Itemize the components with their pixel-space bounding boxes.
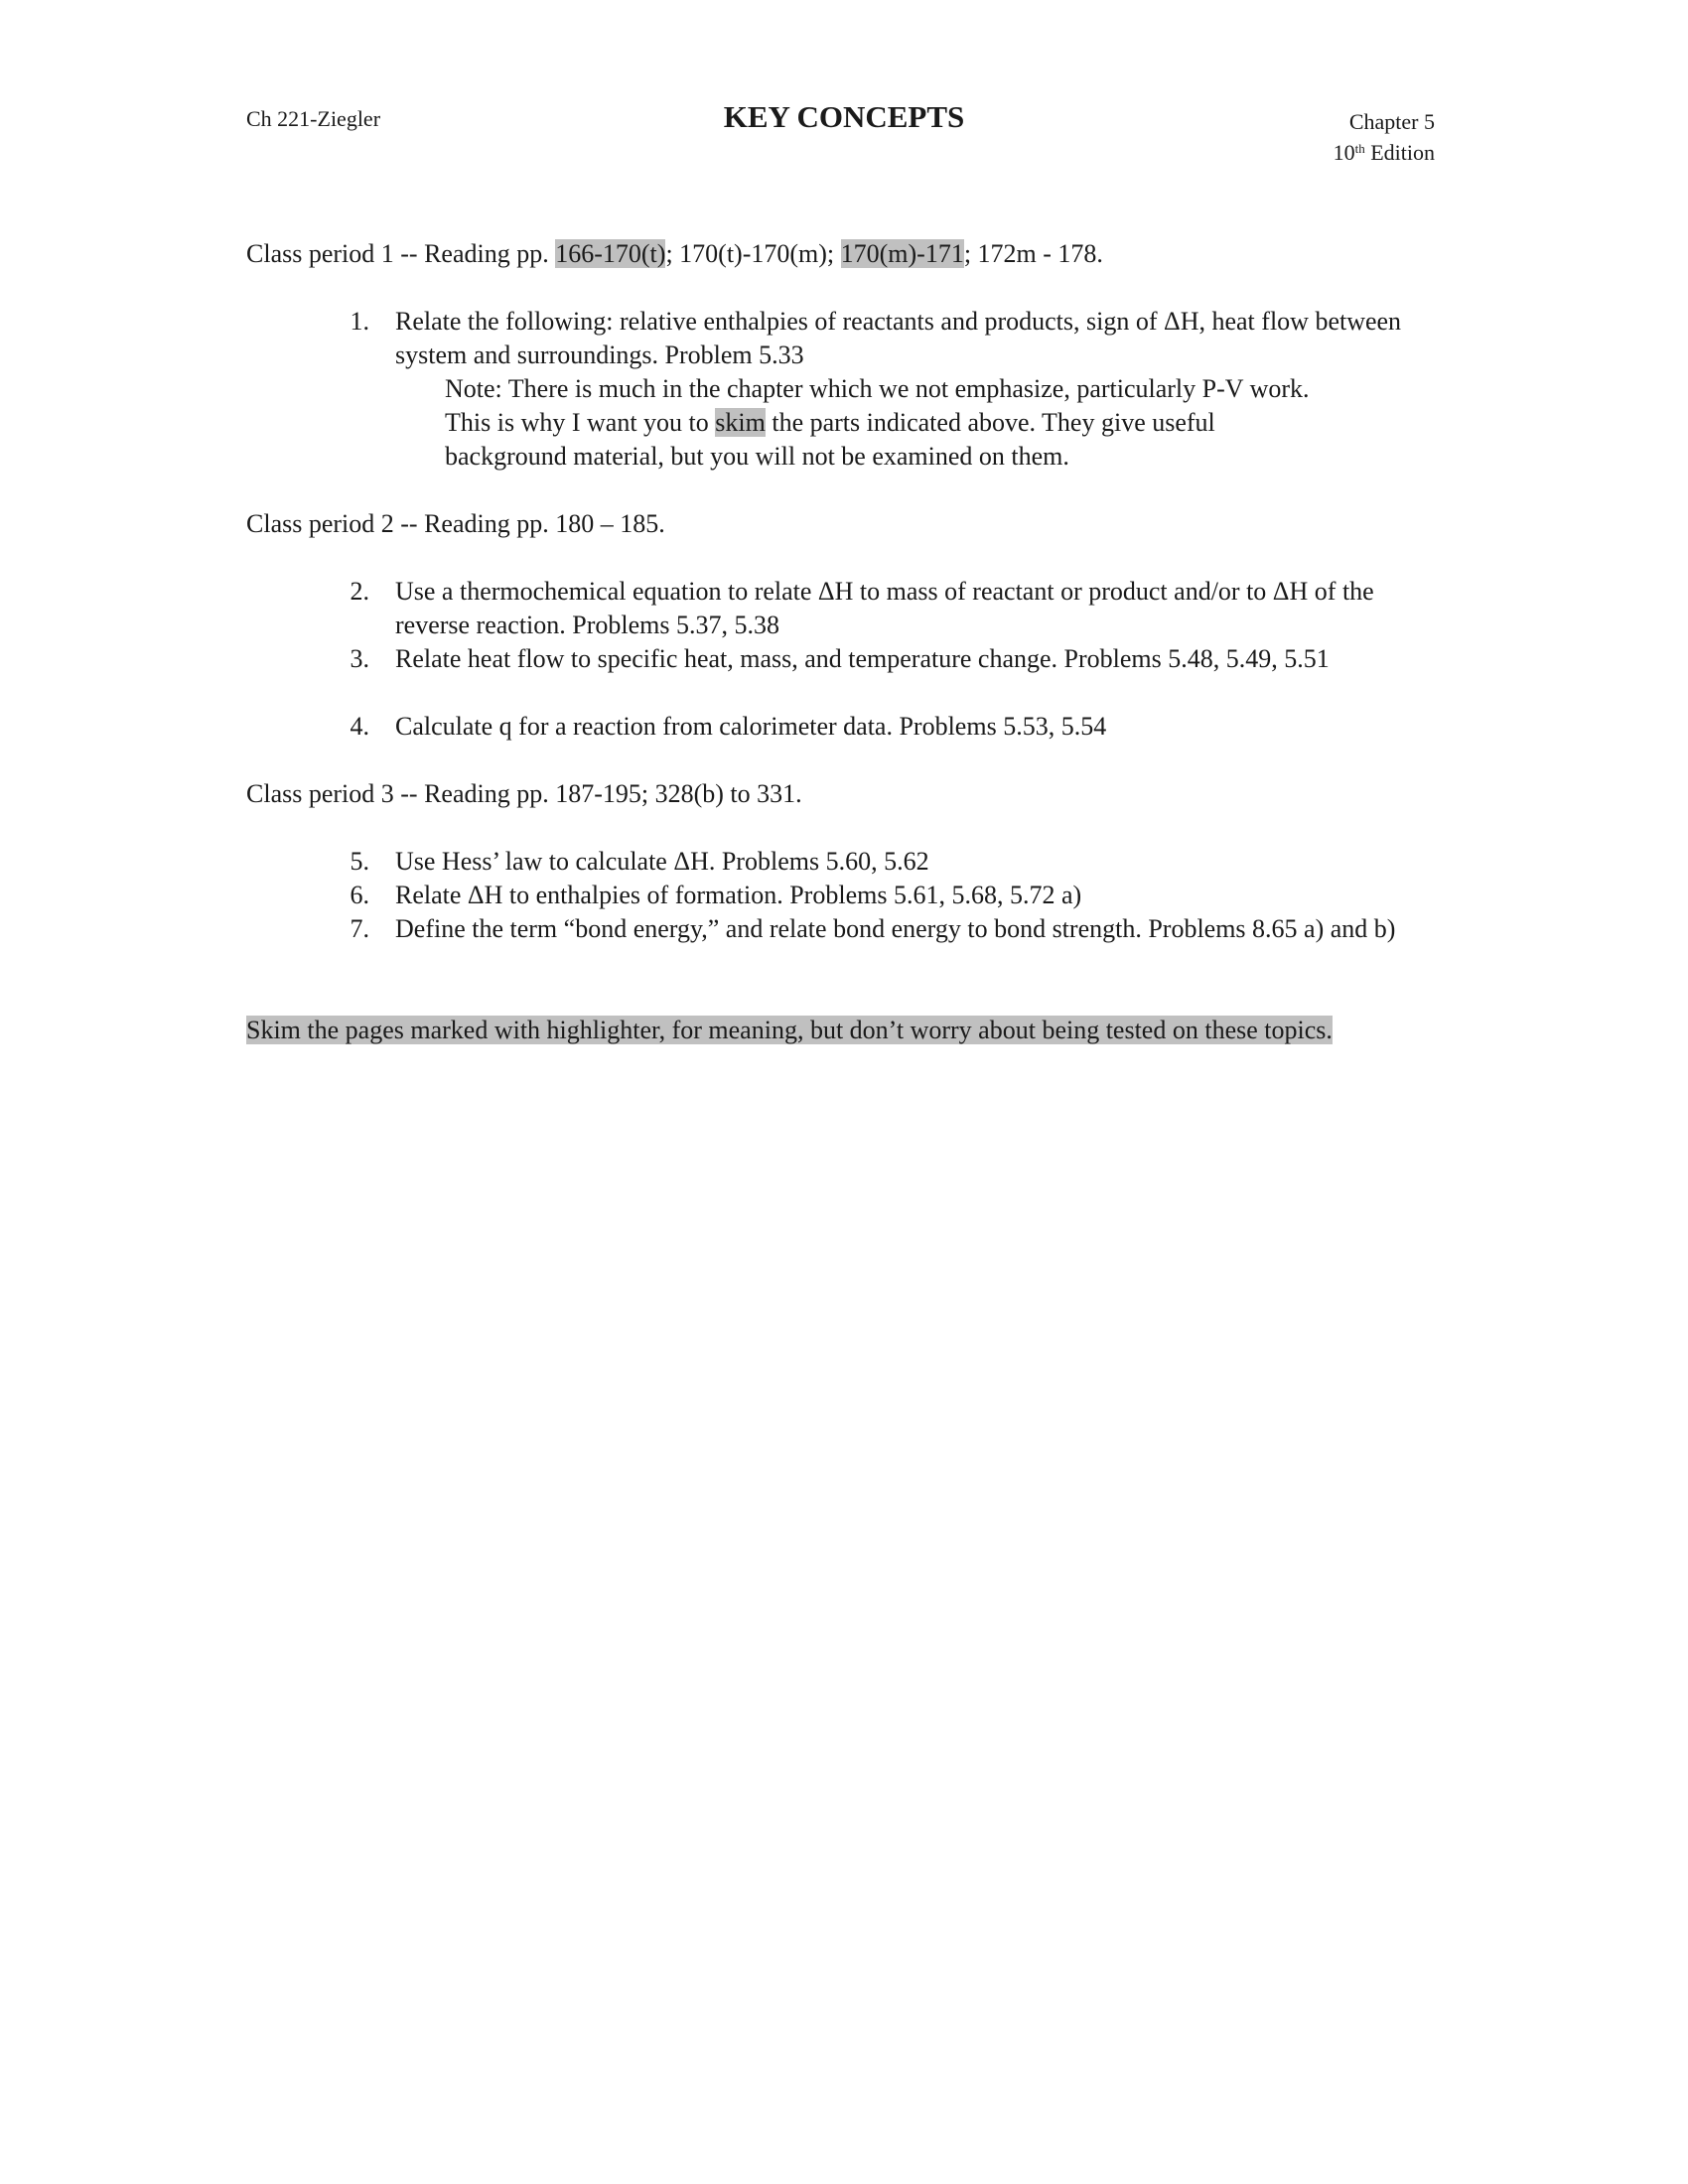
edition-ordinal: th bbox=[1354, 141, 1365, 156]
item-5-number: 5. bbox=[350, 847, 369, 876]
note-line-2-pre: This is why I want you to bbox=[445, 408, 716, 437]
class-period-1 bbox=[246, 237, 1103, 271]
period1-prefix: Class period 1 -- Reading pp. bbox=[246, 239, 556, 268]
class-period-3: Class period 3 -- Reading pp. 187-195; 328(b) to 331. bbox=[246, 779, 802, 808]
item-2-number: 2. bbox=[350, 577, 369, 606]
period1-mid: ; 170(t)-170(m); bbox=[665, 239, 841, 268]
edition-word: Edition bbox=[1364, 140, 1435, 165]
item-7-number: 7. bbox=[350, 914, 369, 943]
item-6-text: Relate ΔH to enthalpies of formation. Problems 5.61, 5.68, 5.72 a) bbox=[395, 881, 1082, 909]
item-7-text: Define the term “bond energy,” and relate bond energy to bond strength. Problems 8.65 a) and b) bbox=[395, 914, 1396, 943]
edition-label bbox=[1334, 137, 1435, 168]
page-title: KEY CONCEPTS bbox=[723, 99, 965, 134]
course-label: Ch 221-Ziegler bbox=[246, 106, 381, 131]
edition-number: 10 bbox=[1333, 140, 1355, 165]
item-3-text: Relate heat flow to specific heat, mass, and temperature change. Problems 5.48, 5.49, 5.51 bbox=[395, 644, 1330, 673]
class-period-2: Class period 2 -- Reading pp. 180 – 185. bbox=[246, 509, 665, 538]
note-line-2-post: the parts indicated above. They give useful bbox=[765, 408, 1215, 437]
item-3-number: 3. bbox=[350, 644, 369, 673]
note-skim-highlight: skim bbox=[715, 408, 766, 437]
skim-note bbox=[246, 1014, 1398, 1047]
chapter-info bbox=[1334, 106, 1435, 168]
note-line-3: background material, but you will not be examined on them. bbox=[445, 442, 1069, 471]
item-1-number: 1. bbox=[350, 307, 369, 336]
item-4-text: Calculate q for a reaction from calorimeter data. Problems 5.53, 5.54 bbox=[395, 712, 1107, 741]
note-line-1: Note: There is much in the chapter which we not emphasize, particularly P-V work. bbox=[445, 374, 1310, 403]
item-1-note bbox=[445, 372, 1438, 474]
item-5-text: Use Hess’ law to calculate ΔH. Problems 5.60, 5.62 bbox=[395, 847, 929, 876]
item-6-number: 6. bbox=[350, 881, 369, 909]
chapter-label: Chapter 5 bbox=[1348, 109, 1435, 134]
period1-suffix: ; 172m - 178. bbox=[963, 239, 1103, 268]
period1-highlight-1: 166-170(t) bbox=[555, 239, 666, 268]
note-line-2 bbox=[445, 406, 1438, 440]
skim-note-highlight: Skim the pages marked with highlighter, for meaning, but don’t worry about being tested on these topics. bbox=[246, 1016, 1333, 1044]
item-1-text: Relate the following: relative enthalpies of reactants and products, sign of ΔH, heat flow between system and surroundings. Problem 5.33 bbox=[395, 307, 1402, 369]
item-4-number: 4. bbox=[350, 712, 369, 741]
item-2-text: Use a thermochemical equation to relate ΔH to mass of reactant or product and/or to ΔH of the reverse reaction. Problems 5.37, 5.38 bbox=[395, 577, 1374, 639]
period1-highlight-2: 170(m)-171 bbox=[840, 239, 964, 268]
